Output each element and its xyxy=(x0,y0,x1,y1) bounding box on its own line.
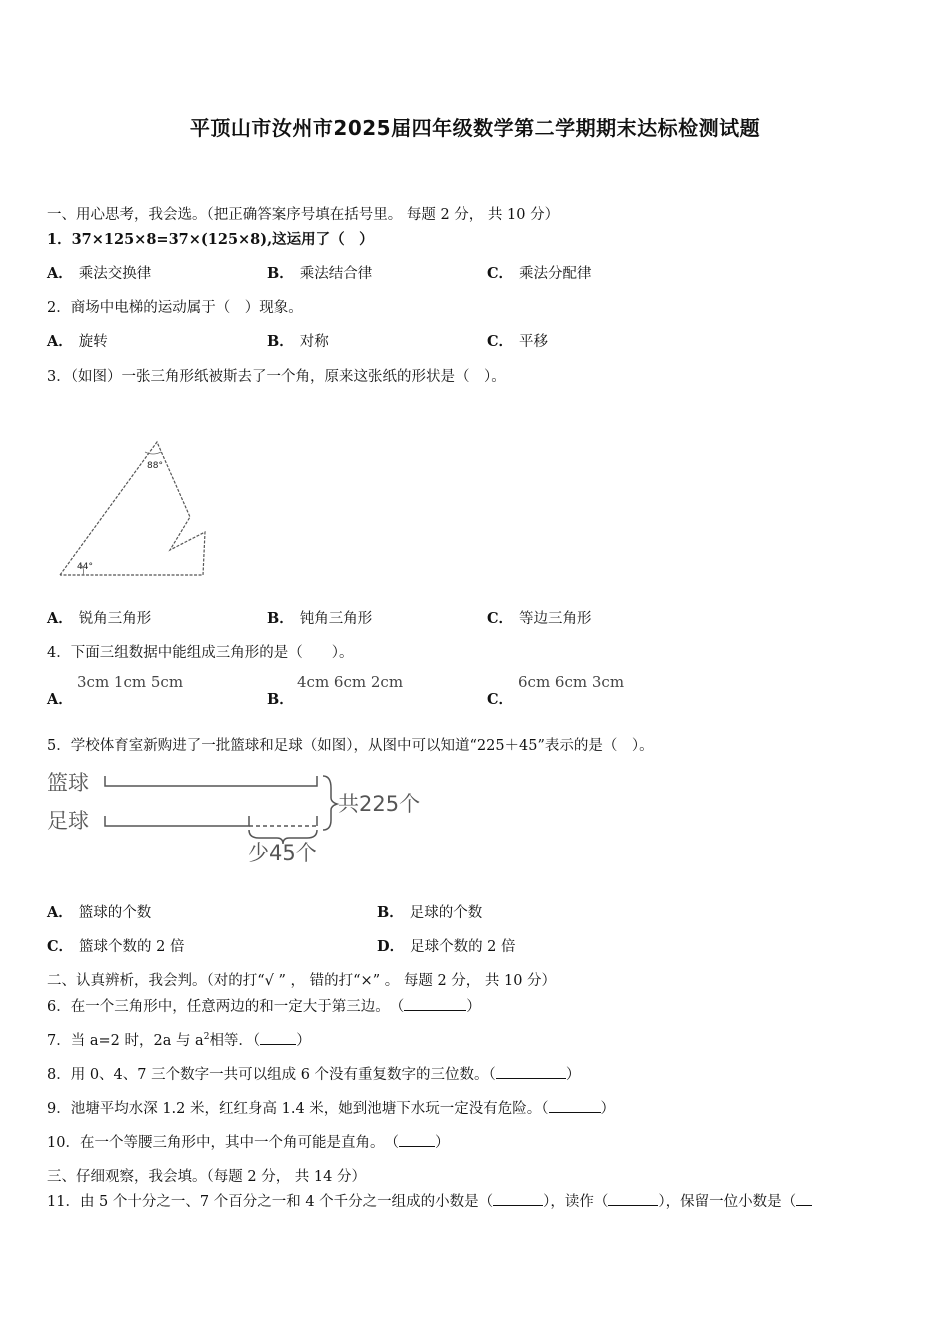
q5-option-d[interactable]: D． 足球个数的 2 倍 xyxy=(377,938,516,955)
q4-option-a: 3cm 1cm 5cm xyxy=(77,673,184,691)
q5-option-c[interactable]: C． 篮球个数的 2 倍 xyxy=(47,938,185,955)
q10-answer-blank[interactable] xyxy=(399,1134,435,1147)
q1-option-c[interactable]: C． 乘法分配律 xyxy=(487,265,592,282)
question-5: 5．学校体育室新购进了一批篮球和足球（如图），从图中可以知道“225＋45”表示的是（ ）。 xyxy=(47,738,654,754)
q3-option-a[interactable]: A． 锐角三角形 xyxy=(47,610,152,627)
page-title: 平顶山市汝州市2025届四年级数学第二学期期末达标检测试题 xyxy=(189,116,761,140)
q7-answer-blank[interactable] xyxy=(260,1032,296,1045)
angle-88-label: 88° xyxy=(147,461,163,471)
q2-option-b[interactable]: B． 对称 xyxy=(267,333,329,350)
question-1: 1．37×125×8=37×(125×8),这运用了（ ） xyxy=(47,231,374,248)
q1-option-b[interactable]: B． 乘法结合律 xyxy=(267,265,373,282)
section-2-heading: 二、认真辨析，我会判。（对的打“√ ” ， 错的打“×” 。 每题 2 分， 共 10 分） xyxy=(47,973,557,989)
question-3: 3．（如图）一张三角形纸被斯去了一个角，原来这张纸的形状是（ ）。 xyxy=(47,369,506,385)
q1-option-a[interactable]: A． 乘法交换律 xyxy=(47,265,152,282)
question-11: 11．由 5 个十分之一、7 个百分之一和 4 个千分之一组成的小数是（ ），读作（ ），保留一位小数是（ xyxy=(47,1190,812,1211)
total-label: 共225个 xyxy=(338,792,421,816)
question-6: 6．在一个三角形中，任意两边的和一定大于第三边。 （ ） xyxy=(47,999,481,1015)
question-4: 4．下面三组数据中能组成三角形的是（ ）。 xyxy=(47,645,354,661)
q4-option-a-label[interactable]: A． xyxy=(47,691,73,708)
q6-answer-blank[interactable] xyxy=(404,998,466,1011)
basketball-label: 篮球 xyxy=(47,771,89,795)
question-2: 2．商场中电梯的运动属于（ ）现象。 xyxy=(47,300,303,316)
q4-option-c: 6cm 6cm 3cm xyxy=(518,673,625,691)
q11-reading-blank[interactable] xyxy=(608,1193,658,1206)
q4-option-b-label[interactable]: B． xyxy=(267,691,294,708)
football-label: 足球 xyxy=(47,809,89,833)
question-10: 10．在一个等腰三角形中，其中一个角可能是直角。 （ ） xyxy=(47,1135,450,1151)
q4-option-c-label[interactable]: C． xyxy=(487,691,514,708)
section-1-heading: 一、用心思考，我会选。（把正确答案序号填在括号里。 每题 2 分， 共 10 分） xyxy=(47,207,560,223)
question-9: 9．池塘平均水深 1.2 米，红红身高 1.4 米，她到池塘下水玩一定没有危险。（ ） xyxy=(47,1101,616,1117)
q9-answer-blank[interactable] xyxy=(549,1100,601,1113)
question-8: 8．用 0、4、7 三个数字一共可以组成 6 个没有重复数字的三位数。（ ） xyxy=(47,1067,581,1083)
q11-decimal-blank[interactable] xyxy=(493,1193,543,1206)
q8-answer-blank[interactable] xyxy=(496,1066,566,1079)
torn-triangle-figure xyxy=(45,432,220,582)
q3-option-b[interactable]: B． 钝角三角形 xyxy=(267,610,373,627)
less-label: 少45个 xyxy=(248,841,317,865)
q11-rounded-blank[interactable] xyxy=(796,1193,812,1206)
q2-option-c[interactable]: C． 平移 xyxy=(487,333,549,350)
q2-option-a[interactable]: A． 旋转 xyxy=(47,333,108,350)
q3-option-c[interactable]: C． 等边三角形 xyxy=(487,610,592,627)
q4-option-b: 4cm 6cm 2cm xyxy=(297,673,404,691)
section-3-heading: 三、仔细观察，我会填。（每题 2 分， 共 14 分） xyxy=(47,1169,366,1185)
q5-option-a[interactable]: A． 篮球的个数 xyxy=(47,904,152,921)
question-7: 7．当 a=2 时，2a 与 $a^2$相等．（ ） xyxy=(47,1032,311,1049)
ball-diagram xyxy=(45,764,435,869)
angle-44-label: 44° xyxy=(77,562,93,572)
q5-option-b[interactable]: B． 足球的个数 xyxy=(377,904,483,921)
